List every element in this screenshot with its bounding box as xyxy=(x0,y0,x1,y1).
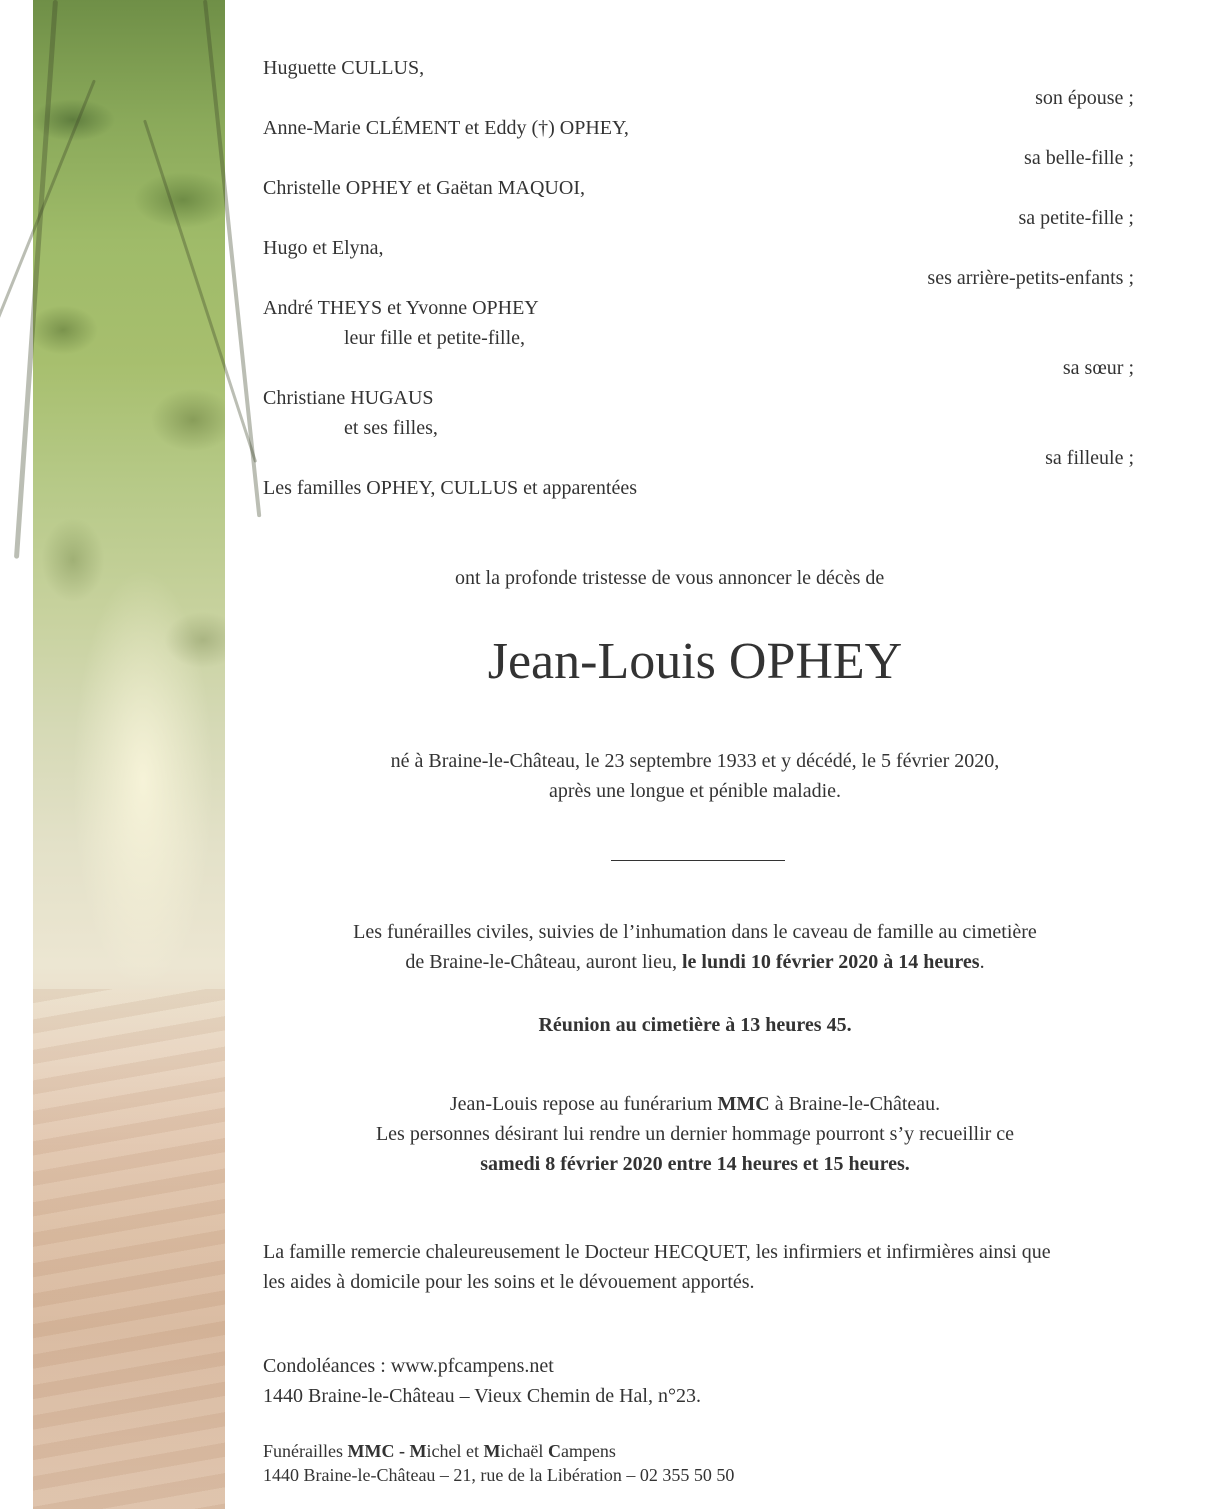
condolences-address: 1440 Braine-le-Château – Vieux Chemin de Hal, n°23. xyxy=(263,1385,701,1407)
footer-ichael: ichaël xyxy=(500,1441,548,1461)
thanks-line-1: La famille remercie chaleureusement le Docteur HECQUET, les infirmiers et infirmières ainsi que xyxy=(263,1241,1051,1263)
family-relation-2: sa belle-fille ; xyxy=(1024,147,1134,169)
family-sub-5: leur fille et petite-fille, xyxy=(344,327,526,349)
footer-m1: M xyxy=(409,1441,427,1461)
family-name-5: André THEYS et Yvonne OPHEY xyxy=(263,297,539,319)
condolences-website: Condoléances : www.pfcampens.net xyxy=(263,1355,554,1377)
visitation-time: samedi 8 février 2020 entre 14 heures et 15 heures. xyxy=(480,1153,910,1175)
family-relation-5: sa sœur ; xyxy=(1062,357,1134,379)
footer-address: 1440 Braine-le-Château – 21, rue de la Libération – 02 355 50 50 xyxy=(263,1465,735,1485)
funeral-line-2 xyxy=(225,950,1165,974)
deceased-name: Jean-Louis OPHEY xyxy=(487,633,903,690)
repose-line-1 xyxy=(225,1092,1165,1116)
family-name-1: Huguette CULLUS, xyxy=(263,57,425,79)
funeral-line-1: Les funérailles civiles, suivies de l’inhumation dans le caveau de famille au cimetière xyxy=(353,921,1037,943)
family-name-3: Christelle OPHEY et Gaëtan MAQUOI, xyxy=(263,177,585,199)
forest-path xyxy=(33,989,225,1509)
family-relation-6: sa filleule ; xyxy=(1045,447,1134,469)
divider xyxy=(611,860,785,861)
family-name-2: Anne-Marie CLÉMENT et Eddy (†) OPHEY, xyxy=(263,117,629,139)
footer-mmc: MMC xyxy=(347,1441,395,1461)
tree-trunk xyxy=(14,0,58,559)
tree-trunk xyxy=(203,0,261,517)
family-name-6: Christiane HUGAUS xyxy=(263,387,434,409)
funeral-date: le lundi 10 février 2020 à 14 heures xyxy=(681,951,980,973)
repose-prefix: Jean-Louis repose au funérarium xyxy=(449,1093,718,1115)
repose-line-2: Les personnes désirant lui rendre un dernier hommage pourront s’y recueillir ce xyxy=(375,1123,1015,1145)
footer-prefix: Funérailles xyxy=(263,1441,348,1461)
footer-c: C xyxy=(547,1441,561,1461)
announcement: ont la profonde tristesse de vous annoncer le décès de xyxy=(455,567,885,589)
footer-ampens: ampens xyxy=(560,1441,616,1461)
funeral-line-2-suffix: . xyxy=(979,951,985,973)
family-name-4: Hugo et Elyna, xyxy=(263,237,384,259)
funeral-line-2-prefix: de Braine-le-Château, auront lieu, xyxy=(405,951,682,973)
family-name-7: Les familles OPHEY, CULLUS et apparentées xyxy=(263,477,637,499)
family-relation-4: ses arrière-petits-enfants ; xyxy=(927,267,1134,289)
family-sub-6: et ses filles, xyxy=(344,417,438,439)
repose-line-3 xyxy=(225,1152,1165,1176)
tree-branch xyxy=(143,120,257,463)
birth-death: né à Braine-le-Château, le 23 septembre 1933 et y décédé, le 5 février 2020, xyxy=(390,750,1000,772)
forest-path-photo xyxy=(33,0,225,1509)
footer-funeral-home xyxy=(263,1440,616,1462)
meeting-time xyxy=(225,1013,1165,1037)
thanks-line-2: les aides à domicile pour les soins et le dévouement apportés. xyxy=(263,1271,755,1293)
family-relation-3: sa petite-fille ; xyxy=(1018,207,1134,229)
repose-suffix: à Braine-le-Château. xyxy=(769,1093,941,1115)
family-relation-1: son épouse ; xyxy=(1035,87,1134,109)
footer-dash: - xyxy=(394,1441,410,1461)
footer-m2: M xyxy=(483,1441,501,1461)
footer-ichel: ichel et xyxy=(426,1441,484,1461)
repose-mmc: MMC xyxy=(717,1093,770,1115)
meeting-text: Réunion au cimetière à 13 heures 45. xyxy=(538,1014,852,1036)
illness: après une longue et pénible maladie. xyxy=(548,780,842,802)
